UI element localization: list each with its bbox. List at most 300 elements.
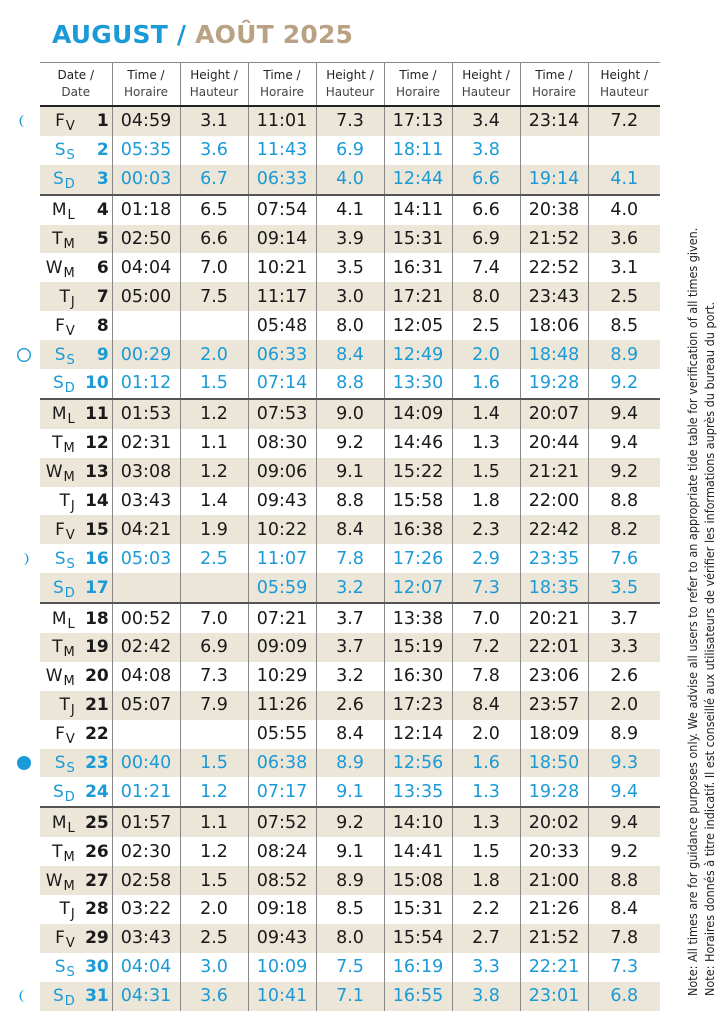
day-letter: [43, 666, 75, 690]
time-cell: 01:12: [112, 369, 180, 399]
time-cell: 12:49: [384, 340, 452, 369]
height-cell: 1.1: [180, 807, 248, 837]
height-cell: 9.3: [588, 749, 660, 778]
new-moon-icon: [16, 755, 32, 771]
time-cell: 02:30: [112, 837, 180, 866]
time-cell: 02:50: [112, 225, 180, 254]
height-cell: 6.6: [180, 225, 248, 254]
time-cell: 07:14: [248, 369, 316, 399]
day-letter-en: S: [52, 986, 64, 1007]
table-row: [40, 544, 660, 573]
time-cell: 01:57: [112, 807, 180, 837]
date-cell: [40, 136, 112, 165]
day-letter-en: T: [59, 695, 70, 716]
height-cell: 1.2: [180, 837, 248, 866]
time-cell: 15:08: [384, 866, 452, 895]
height-cell: 9.4: [588, 429, 660, 458]
time-cell: 00:40: [112, 749, 180, 778]
height-cell: 9.2: [316, 429, 384, 458]
first-quarter-icon: [16, 551, 32, 567]
time-cell: 19:28: [520, 777, 588, 807]
time-cell: 12:56: [384, 749, 452, 778]
day-letter-fr: L: [67, 616, 75, 632]
time-cell: 16:55: [384, 982, 452, 1011]
time-cell: 22:21: [520, 953, 588, 982]
time-cell: 06:38: [248, 749, 316, 778]
day-letter: [43, 608, 75, 632]
height-cell: [180, 573, 248, 603]
height-cell: 1.8: [452, 866, 520, 895]
day-letter-en: S: [54, 548, 66, 569]
height-cell: 7.2: [452, 633, 520, 662]
height-cell: 2.3: [452, 515, 520, 544]
height-cell: 1.4: [180, 487, 248, 516]
time-cell: 11:01: [248, 106, 316, 136]
height-cell: 1.3: [452, 807, 520, 837]
time-cell: 21:26: [520, 895, 588, 924]
height-cell: 3.5: [588, 573, 660, 603]
height-cell: [588, 136, 660, 165]
height-cell: 2.5: [180, 924, 248, 953]
time-cell: 09:09: [248, 633, 316, 662]
header-time: Time / Horaire: [248, 63, 316, 107]
height-cell: 6.8: [588, 982, 660, 1011]
date-cell: [40, 282, 112, 311]
date-cell: [40, 777, 112, 807]
day-letter-en: M: [51, 812, 67, 833]
time-cell: 02:58: [112, 866, 180, 895]
time-cell: 18:09: [520, 720, 588, 749]
height-cell: 2.5: [180, 544, 248, 573]
time-cell: 04:08: [112, 662, 180, 691]
day-letter: [43, 724, 75, 748]
time-cell: 21:52: [520, 225, 588, 254]
time-cell: 02:42: [112, 633, 180, 662]
time-cell: [112, 720, 180, 749]
day-number: 12: [85, 433, 109, 454]
height-cell: 6.5: [180, 195, 248, 225]
day-number: 10: [85, 373, 109, 394]
day-letter-fr: D: [64, 789, 75, 805]
height-cell: 2.9: [452, 544, 520, 573]
day-letter-en: T: [52, 637, 63, 658]
day-letter-en: T: [59, 491, 70, 512]
day-letter-en: F: [55, 928, 65, 949]
height-cell: 8.0: [452, 282, 520, 311]
height-cell: 3.5: [316, 253, 384, 282]
time-cell: 05:35: [112, 136, 180, 165]
day-letter-fr: M: [63, 674, 75, 690]
time-cell: 23:43: [520, 282, 588, 311]
time-cell: 04:31: [112, 982, 180, 1011]
day-letter: [43, 695, 75, 719]
day-letter-fr: D: [64, 585, 75, 601]
day-letter: [43, 753, 75, 777]
time-cell: [112, 311, 180, 340]
title-french: AOÛT 2025: [195, 20, 354, 49]
time-cell: 19:14: [520, 165, 588, 195]
height-cell: 8.8: [588, 866, 660, 895]
height-cell: 9.1: [316, 777, 384, 807]
height-cell: 3.6: [180, 136, 248, 165]
height-cell: 4.0: [588, 195, 660, 225]
height-cell: 2.6: [588, 662, 660, 691]
height-cell: 3.1: [588, 253, 660, 282]
date-cell: [40, 515, 112, 544]
day-number: 27: [85, 870, 109, 891]
time-cell: 12:07: [384, 573, 452, 603]
day-letter-fr: V: [65, 936, 75, 952]
time-cell: 01:21: [112, 777, 180, 807]
date-cell: [40, 544, 112, 573]
table-row: [40, 924, 660, 953]
time-cell: 09:18: [248, 895, 316, 924]
height-cell: 7.0: [180, 253, 248, 282]
time-cell: 17:23: [384, 691, 452, 720]
day-letter-en: W: [45, 870, 63, 891]
time-cell: 22:00: [520, 487, 588, 516]
height-cell: 3.6: [180, 982, 248, 1011]
time-cell: 10:29: [248, 662, 316, 691]
time-cell: 06:33: [248, 165, 316, 195]
height-cell: 2.0: [180, 340, 248, 369]
header-time: Time / Horaire: [112, 63, 180, 107]
date-cell: [40, 924, 112, 953]
time-cell: 08:30: [248, 429, 316, 458]
time-cell: 18:48: [520, 340, 588, 369]
day-number: 5: [96, 229, 109, 249]
time-cell: 10:21: [248, 253, 316, 282]
day-letter-en: T: [52, 433, 63, 454]
height-cell: 8.4: [316, 515, 384, 544]
table-row: [40, 895, 660, 924]
time-cell: 15:31: [384, 225, 452, 254]
day-letter-fr: M: [63, 470, 75, 486]
day-number: 4: [96, 200, 109, 221]
table-row: [40, 662, 660, 691]
time-cell: 15:19: [384, 633, 452, 662]
time-cell: 05:03: [112, 544, 180, 573]
time-cell: 18:06: [520, 311, 588, 340]
date-cell: [40, 982, 112, 1011]
time-cell: 11:17: [248, 282, 316, 311]
header-height: Height / Hauteur: [588, 63, 660, 107]
day-letter: [43, 957, 75, 981]
day-number: 6: [96, 257, 109, 278]
date-cell: [40, 253, 112, 282]
time-cell: 14:41: [384, 837, 452, 866]
height-cell: 3.6: [588, 225, 660, 254]
height-cell: 8.0: [316, 311, 384, 340]
date-cell: [40, 953, 112, 982]
day-letter: [43, 169, 75, 193]
day-letter-fr: S: [66, 556, 75, 572]
height-cell: 3.4: [452, 106, 520, 136]
height-cell: 3.9: [316, 225, 384, 254]
day-letter: [43, 548, 75, 572]
time-cell: 05:55: [248, 720, 316, 749]
height-cell: 8.9: [316, 866, 384, 895]
day-number: 22: [85, 724, 109, 745]
day-number: 24: [85, 781, 109, 802]
time-cell: 17:21: [384, 282, 452, 311]
date-cell: [40, 225, 112, 254]
height-cell: 8.9: [588, 340, 660, 369]
time-cell: 12:44: [384, 165, 452, 195]
time-cell: 03:08: [112, 458, 180, 487]
height-cell: 7.5: [180, 282, 248, 311]
day-number: 15: [85, 519, 109, 540]
day-letter-en: S: [52, 169, 64, 190]
height-cell: 9.2: [588, 837, 660, 866]
disclaimer-english: Note: All times are for guidance purposes only. We advise all users to refer to an appropriate tide table for verification of all times given.: [685, 227, 700, 996]
height-cell: 1.3: [452, 777, 520, 807]
table-row: [40, 136, 660, 165]
height-cell: 2.5: [452, 311, 520, 340]
time-cell: 20:21: [520, 603, 588, 633]
height-cell: 1.2: [180, 458, 248, 487]
day-letter-fr: M: [63, 849, 75, 865]
height-cell: 8.4: [316, 720, 384, 749]
time-cell: 16:38: [384, 515, 452, 544]
day-letter-en: W: [45, 666, 63, 687]
table-row: [40, 225, 660, 254]
height-cell: 7.8: [316, 544, 384, 573]
day-letter-en: T: [59, 286, 70, 307]
time-cell: 20:07: [520, 399, 588, 429]
title-english: AUGUST: [52, 20, 168, 49]
day-letter-fr: D: [64, 177, 75, 193]
disclaimer-french: Note: Horaires donnés à titre indicatif. Il est conseillé aux utilisateurs de vérifier les informations auprès du bureau du port.: [702, 301, 717, 996]
day-letter-fr: V: [65, 732, 75, 748]
table-row: [40, 777, 660, 807]
height-cell: 8.2: [588, 515, 660, 544]
day-letter: [43, 637, 75, 661]
day-letter-en: S: [54, 140, 66, 161]
day-letter-fr: V: [65, 323, 75, 339]
time-cell: 22:01: [520, 633, 588, 662]
time-cell: 18:50: [520, 749, 588, 778]
height-cell: 8.4: [452, 691, 520, 720]
date-cell: [40, 866, 112, 895]
table-row: [40, 311, 660, 340]
height-cell: 9.4: [588, 777, 660, 807]
height-cell: 8.8: [316, 369, 384, 399]
day-letter-fr: J: [70, 703, 75, 719]
day-letter-en: T: [52, 229, 63, 249]
height-cell: 4.1: [588, 165, 660, 195]
day-letter-fr: J: [70, 907, 75, 923]
disclaimer-note: [684, 116, 718, 996]
day-letter: [43, 373, 75, 397]
date-cell: [40, 340, 112, 369]
time-cell: 00:03: [112, 165, 180, 195]
time-cell: 23:57: [520, 691, 588, 720]
day-letter: [43, 928, 75, 952]
time-cell: 21:52: [520, 924, 588, 953]
time-cell: 07:53: [248, 399, 316, 429]
date-cell: [40, 603, 112, 633]
table-row: [40, 369, 660, 399]
day-number: 26: [85, 841, 109, 862]
day-number: 25: [85, 812, 109, 833]
time-cell: 04:59: [112, 106, 180, 136]
height-cell: 8.5: [588, 311, 660, 340]
header-height: Height / Hauteur: [180, 63, 248, 107]
time-cell: 15:54: [384, 924, 452, 953]
day-letter: [43, 491, 75, 515]
time-cell: 09:43: [248, 924, 316, 953]
height-cell: 7.2: [588, 106, 660, 136]
day-number: 16: [85, 548, 109, 569]
day-letter: [43, 899, 75, 923]
day-letter-fr: V: [65, 527, 75, 543]
time-cell: 10:22: [248, 515, 316, 544]
day-letter-en: F: [55, 724, 65, 745]
height-cell: 3.3: [452, 953, 520, 982]
day-letter: [43, 200, 75, 224]
time-cell: 04:21: [112, 515, 180, 544]
day-number: 23: [85, 753, 109, 774]
time-cell: 03:43: [112, 924, 180, 953]
table-row: [40, 165, 660, 195]
height-cell: 3.1: [180, 106, 248, 136]
time-cell: 01:18: [112, 195, 180, 225]
time-cell: 16:30: [384, 662, 452, 691]
time-cell: 14:09: [384, 399, 452, 429]
time-cell: 23:06: [520, 662, 588, 691]
height-cell: 2.0: [180, 895, 248, 924]
height-cell: 8.5: [316, 895, 384, 924]
time-cell: 13:30: [384, 369, 452, 399]
time-cell: 02:31: [112, 429, 180, 458]
height-cell: [180, 720, 248, 749]
time-cell: 23:35: [520, 544, 588, 573]
height-cell: 8.4: [588, 895, 660, 924]
day-letter-en: S: [52, 781, 64, 802]
time-cell: 06:33: [248, 340, 316, 369]
table-row: [40, 458, 660, 487]
height-cell: 7.9: [180, 691, 248, 720]
time-cell: 20:33: [520, 837, 588, 866]
height-cell: 8.9: [316, 749, 384, 778]
day-letter: [43, 257, 75, 281]
header-time: Time / Horaire: [520, 63, 588, 107]
height-cell: 3.0: [316, 282, 384, 311]
table-row: [40, 573, 660, 603]
day-letter-fr: M: [63, 265, 75, 281]
title-separator: /: [167, 20, 196, 49]
time-cell: 10:41: [248, 982, 316, 1011]
full-moon-icon: [16, 347, 32, 363]
day-letter: [43, 812, 75, 836]
date-cell: [40, 837, 112, 866]
day-letter-en: M: [51, 608, 67, 629]
day-letter-fr: L: [67, 208, 75, 224]
day-number: 1: [96, 111, 109, 132]
height-cell: 3.7: [588, 603, 660, 633]
time-cell: 20:44: [520, 429, 588, 458]
table-row: [40, 691, 660, 720]
time-cell: 01:53: [112, 399, 180, 429]
day-letter-fr: M: [63, 441, 75, 457]
height-cell: 2.2: [452, 895, 520, 924]
time-cell: 20:38: [520, 195, 588, 225]
date-cell: [40, 195, 112, 225]
day-letter-fr: M: [63, 645, 75, 661]
height-cell: 2.5: [588, 282, 660, 311]
table-row: [40, 982, 660, 1011]
table-row: [40, 633, 660, 662]
date-cell: [40, 487, 112, 516]
day-letter-fr: D: [64, 381, 75, 397]
time-cell: 09:14: [248, 225, 316, 254]
height-cell: 7.5: [316, 953, 384, 982]
time-cell: 05:00: [112, 282, 180, 311]
height-cell: 9.0: [316, 399, 384, 429]
height-cell: 1.5: [452, 837, 520, 866]
day-letter-fr: S: [66, 761, 75, 777]
table-row: [40, 282, 660, 311]
height-cell: 8.9: [588, 720, 660, 749]
header-date: Date / Date: [57, 68, 95, 99]
time-cell: 05:59: [248, 573, 316, 603]
height-cell: 3.7: [316, 603, 384, 633]
day-number: 9: [96, 344, 109, 365]
day-number: 31: [85, 986, 109, 1007]
time-cell: [520, 136, 588, 165]
time-cell: 22:42: [520, 515, 588, 544]
date-cell: [40, 895, 112, 924]
day-letter-fr: J: [70, 499, 75, 515]
day-letter: [43, 577, 75, 601]
table-row: [40, 953, 660, 982]
height-cell: 4.0: [316, 165, 384, 195]
time-cell: 08:52: [248, 866, 316, 895]
table-row: [40, 399, 660, 429]
day-letter: [43, 140, 75, 164]
table-row: [40, 195, 660, 225]
time-cell: 21:00: [520, 866, 588, 895]
height-cell: 1.8: [452, 487, 520, 516]
day-letter-en: T: [52, 841, 63, 862]
height-cell: 2.6: [316, 691, 384, 720]
height-cell: 6.9: [452, 225, 520, 254]
height-cell: 7.8: [588, 924, 660, 953]
table-row: [40, 515, 660, 544]
day-letter: [43, 404, 75, 428]
day-letter-en: M: [51, 404, 67, 425]
height-cell: 7.8: [452, 662, 520, 691]
height-cell: 1.5: [452, 458, 520, 487]
time-cell: 20:02: [520, 807, 588, 837]
height-cell: 7.3: [180, 662, 248, 691]
height-cell: 9.2: [588, 369, 660, 399]
table-row: [40, 720, 660, 749]
time-cell: 12:14: [384, 720, 452, 749]
height-cell: 1.9: [180, 515, 248, 544]
time-cell: 14:11: [384, 195, 452, 225]
day-letter: [43, 519, 75, 543]
day-letter-en: W: [45, 257, 63, 278]
time-cell: 07:54: [248, 195, 316, 225]
header-time: Time / Horaire: [384, 63, 452, 107]
time-cell: 21:21: [520, 458, 588, 487]
day-letter: [43, 986, 75, 1010]
day-letter: [43, 229, 75, 252]
day-letter-en: M: [51, 200, 67, 221]
last-quarter-icon: [16, 988, 32, 1004]
